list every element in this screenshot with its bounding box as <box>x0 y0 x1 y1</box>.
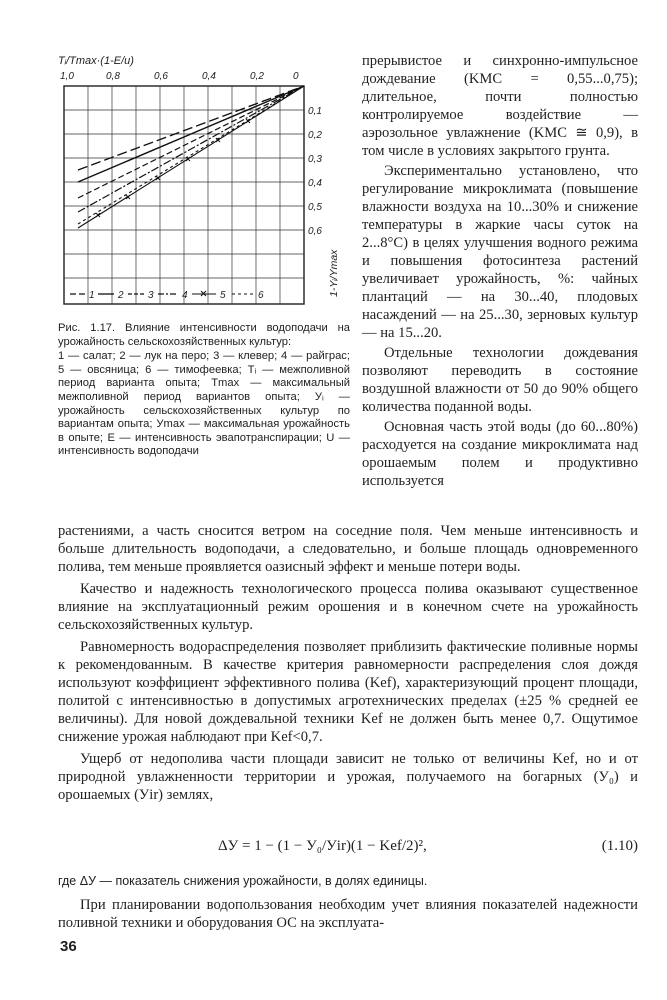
paragraph: Основная часть этой воды (до 60...80%) расходуется на создание микроклимата над орошаемым полем и продуктивно используется <box>362 419 638 489</box>
right-tick-label: 0,1 <box>308 106 322 117</box>
paragraph: При планировании водопользования необходим учет влияния показателей надежности поливной техники и оборудования ОС на эксплуата- <box>58 897 638 931</box>
body-text <box>58 522 638 804</box>
right-tick-label: 0,3 <box>308 154 322 165</box>
caption-title: Рис. 1.17. Влияние интенсивности водоподачи на урожайность сельскохозяйственных культур: <box>58 322 350 348</box>
paragraph: Ущерб от недополива части площади зависит не только от величины Kef, но и от природной увлажненности территории и урожая, получаемого на богарных (У₀) и орошаемых (Уir) землях, <box>58 751 638 803</box>
legend-label-3: 3 <box>148 290 154 301</box>
top-tick-label: 1,0 <box>60 71 74 82</box>
right-tick-label: 0,6 <box>308 226 322 237</box>
legend-label-1: 1 <box>89 290 95 301</box>
figure-1-17 <box>56 52 356 317</box>
top-tick-label: 0,4 <box>202 71 216 82</box>
right-tick-label: 0,5 <box>308 202 322 213</box>
chart-top-axis-label: Tᵢ/Tmax·(1-E/u) <box>58 55 134 67</box>
legend-label-4: 4 <box>182 290 188 301</box>
right-tick-label: 0,2 <box>308 130 322 141</box>
paragraph: Отдельные технологии дождевания позволяют переводить в состояние воздушной влажности от 50 до 90% общего количества поданной воды. <box>362 345 638 415</box>
top-tick-label: 0,6 <box>154 71 168 82</box>
figure-caption <box>58 322 350 459</box>
paragraph: растениями, а часть сносится ветром на соседние поля. Чем меньше интенсивность и больше длительность водоподачи, а следовательно, и больше площадь одновременного полива, тем меньше проявляется оазисный эффект и меньше потери воды. <box>58 523 638 575</box>
legend <box>70 290 264 301</box>
post-equation-text <box>58 872 638 932</box>
paragraph: Равномерность водораспределения позволяет приблизить фактические поливные нормы к рекомендованным. В качестве критерия равномерности распределения слоя дождя используют коэффициент эффективного полива (Kef), характеризующий процент площади, политой с интенсивностью в допустимых агротехнических пределах (±25 % средней ее величины). Для новой дождевальной техники Kef не должен быть менее 0,7. Ощутимое снижение урожая наблюдают при Kef<0,7. <box>58 639 638 745</box>
page-number: 36 <box>60 938 77 955</box>
legend-label-5: 5 <box>220 290 226 301</box>
paragraph: Экспериментально установлено, что регулирование микроклимата (повышение влажности воздуха на 10...30% и снижение температуры в жаркие часы суток на 2...8°С) в целях улучшения водного режима и повышения фотосинтеза растений увеличивает урожайность, %: чайных плантаций — на 30...40, плодовых насаждений — на 25...30, зерновых культур — на 15...20. <box>362 163 638 341</box>
top-tick-label: 0 <box>293 71 299 82</box>
equation-number: (1.10) <box>601 838 638 854</box>
equation-note: где ΔУ — показатель снижения урожайности, в долях единицы. <box>58 874 428 888</box>
right-tick-label: 0,4 <box>308 178 322 189</box>
top-tick-label: 0,8 <box>106 71 120 82</box>
legend-label-6: 6 <box>258 290 264 301</box>
paragraph: прерывистое и синхронно-импульсное дождевание (KMC = 0,55...0,75); длительное, почти полностью контролируемое воздействие — аэрозольное увлажнение (KMC ≅ 0,9), в том числе в условиях закрытого грунта. <box>362 53 638 159</box>
top-tick-label: 0,2 <box>250 71 264 82</box>
chart-svg <box>56 52 356 317</box>
legend-label-2: 2 <box>118 290 124 301</box>
equation-row <box>58 838 638 860</box>
grid <box>64 86 304 304</box>
right-column-text <box>362 52 638 490</box>
caption-legend: 1 — салат; 2 — лук на перо; 3 — клевер; 4 — райграс; 5 — овсяница; 6 — тимофеевка; Tᵢ — межполивной период варианта опыта; Tmax — максимальный межполивной период вариантов опыта; Уᵢ — урожайность сельскохозяйственных культур по вариантам опыта; Уmax — максимальная урожайность в опыте; E — интенсивность эвапотранспирации; U — интенсивность водоподачи <box>58 350 350 458</box>
paragraph: Качество и надежность технологического процесса полива оказывают существенное влияние на эксплуатационный режим орошения и в конечном счете на урожайность сельскохозяйственных культур. <box>58 581 638 633</box>
equation: ΔУ = 1 − (1 − У₀/Уir)(1 − Kef/2)², <box>218 838 427 854</box>
chart-right-axis-label: 1-Yᵢ/Ymax <box>328 249 340 297</box>
